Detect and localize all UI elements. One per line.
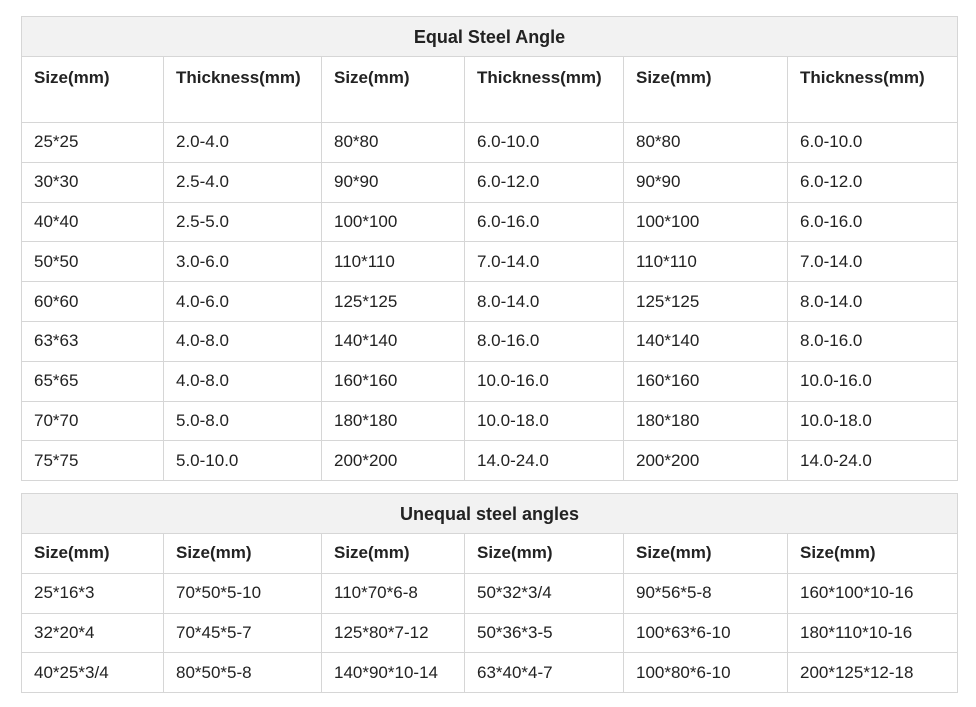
table-cell: 10.0-16.0 (788, 361, 958, 401)
equal-steel-angle-table (21, 16, 958, 481)
table-row (22, 321, 958, 361)
table-cell: 90*56*5-8 (624, 574, 788, 614)
table-cell: 4.0-8.0 (164, 361, 322, 401)
table-title: Unequal steel angles (22, 494, 958, 534)
table-cell: 160*100*10-16 (788, 574, 958, 614)
table-row (22, 613, 958, 653)
column-header: Thickness(mm) (164, 57, 322, 123)
column-header: Size(mm) (465, 534, 624, 574)
table-cell: 10.0-18.0 (788, 401, 958, 441)
table-row (22, 574, 958, 614)
table-cell: 8.0-14.0 (465, 282, 624, 322)
table-cell: 110*110 (322, 242, 465, 282)
table-cell: 140*140 (322, 321, 465, 361)
table-row (22, 123, 958, 163)
table-cell: 2.0-4.0 (164, 123, 322, 163)
table-cell: 125*80*7-12 (322, 613, 465, 653)
table-cell: 4.0-8.0 (164, 321, 322, 361)
table-cell: 8.0-16.0 (465, 321, 624, 361)
table-cell: 40*40 (22, 202, 164, 242)
table-title-row (22, 17, 958, 57)
column-header: Size(mm) (164, 534, 322, 574)
table-cell: 70*70 (22, 401, 164, 441)
table-cell: 100*100 (322, 202, 465, 242)
table-cell: 6.0-12.0 (788, 162, 958, 202)
table-cell: 180*180 (624, 401, 788, 441)
table-cell: 100*80*6-10 (624, 653, 788, 693)
table-cell: 63*40*4-7 (465, 653, 624, 693)
table-cell: 180*110*10-16 (788, 613, 958, 653)
table-cell: 50*32*3/4 (465, 574, 624, 614)
table-title-row (22, 494, 958, 534)
table-cell: 5.0-10.0 (164, 441, 322, 481)
table-cell: 75*75 (22, 441, 164, 481)
column-header: Size(mm) (322, 57, 465, 123)
table-cell: 3.0-6.0 (164, 242, 322, 282)
table-cell: 100*63*6-10 (624, 613, 788, 653)
column-header: Size(mm) (624, 534, 788, 574)
table-cell: 40*25*3/4 (22, 653, 164, 693)
table-cell: 50*36*3-5 (465, 613, 624, 653)
table-cell: 10.0-18.0 (465, 401, 624, 441)
table-cell: 6.0-12.0 (465, 162, 624, 202)
table-row (22, 162, 958, 202)
table-cell: 200*200 (624, 441, 788, 481)
table-title: Equal Steel Angle (22, 17, 958, 57)
table-cell: 110*70*6-8 (322, 574, 465, 614)
table-cell: 65*65 (22, 361, 164, 401)
table-cell: 32*20*4 (22, 613, 164, 653)
table-row (22, 202, 958, 242)
column-header: Size(mm) (22, 57, 164, 123)
table-cell: 200*200 (322, 441, 465, 481)
table-cell: 90*90 (322, 162, 465, 202)
table-cell: 140*140 (624, 321, 788, 361)
table-cell: 90*90 (624, 162, 788, 202)
table-cell: 14.0-24.0 (465, 441, 624, 481)
table-cell: 70*50*5-10 (164, 574, 322, 614)
table-cell: 80*50*5-8 (164, 653, 322, 693)
table-cell: 5.0-8.0 (164, 401, 322, 441)
column-header: Thickness(mm) (788, 57, 958, 123)
table-cell: 8.0-16.0 (788, 321, 958, 361)
table-cell: 10.0-16.0 (465, 361, 624, 401)
table-header-row (22, 534, 958, 574)
column-header: Thickness(mm) (465, 57, 624, 123)
table-cell: 25*16*3 (22, 574, 164, 614)
table-cell: 100*100 (624, 202, 788, 242)
table-cell: 6.0-10.0 (465, 123, 624, 163)
table-cell: 60*60 (22, 282, 164, 322)
column-header: Size(mm) (322, 534, 465, 574)
table-cell: 125*125 (624, 282, 788, 322)
table-header-row (22, 57, 958, 123)
column-header: Size(mm) (788, 534, 958, 574)
table-cell: 125*125 (322, 282, 465, 322)
table-cell: 140*90*10-14 (322, 653, 465, 693)
table-cell: 180*180 (322, 401, 465, 441)
table-row (22, 242, 958, 282)
table-row (22, 653, 958, 693)
table-cell: 14.0-24.0 (788, 441, 958, 481)
table-cell: 7.0-14.0 (788, 242, 958, 282)
table-cell: 50*50 (22, 242, 164, 282)
table-cell: 160*160 (624, 361, 788, 401)
table-cell: 2.5-4.0 (164, 162, 322, 202)
table-cell: 30*30 (22, 162, 164, 202)
table-row (22, 441, 958, 481)
table-cell: 80*80 (322, 123, 465, 163)
table-cell: 4.0-6.0 (164, 282, 322, 322)
table-cell: 80*80 (624, 123, 788, 163)
table-cell: 70*45*5-7 (164, 613, 322, 653)
table-row (22, 282, 958, 322)
table-cell: 200*125*12-18 (788, 653, 958, 693)
table-cell: 2.5-5.0 (164, 202, 322, 242)
column-header: Size(mm) (22, 534, 164, 574)
table-cell: 6.0-10.0 (788, 123, 958, 163)
unequal-steel-angles-table (21, 493, 958, 693)
table-cell: 110*110 (624, 242, 788, 282)
table-cell: 8.0-14.0 (788, 282, 958, 322)
table-cell: 160*160 (322, 361, 465, 401)
table-cell: 6.0-16.0 (788, 202, 958, 242)
table-cell: 25*25 (22, 123, 164, 163)
table-cell: 7.0-14.0 (465, 242, 624, 282)
table-cell: 6.0-16.0 (465, 202, 624, 242)
table-row (22, 361, 958, 401)
column-header: Size(mm) (624, 57, 788, 123)
table-row (22, 401, 958, 441)
table-cell: 63*63 (22, 321, 164, 361)
